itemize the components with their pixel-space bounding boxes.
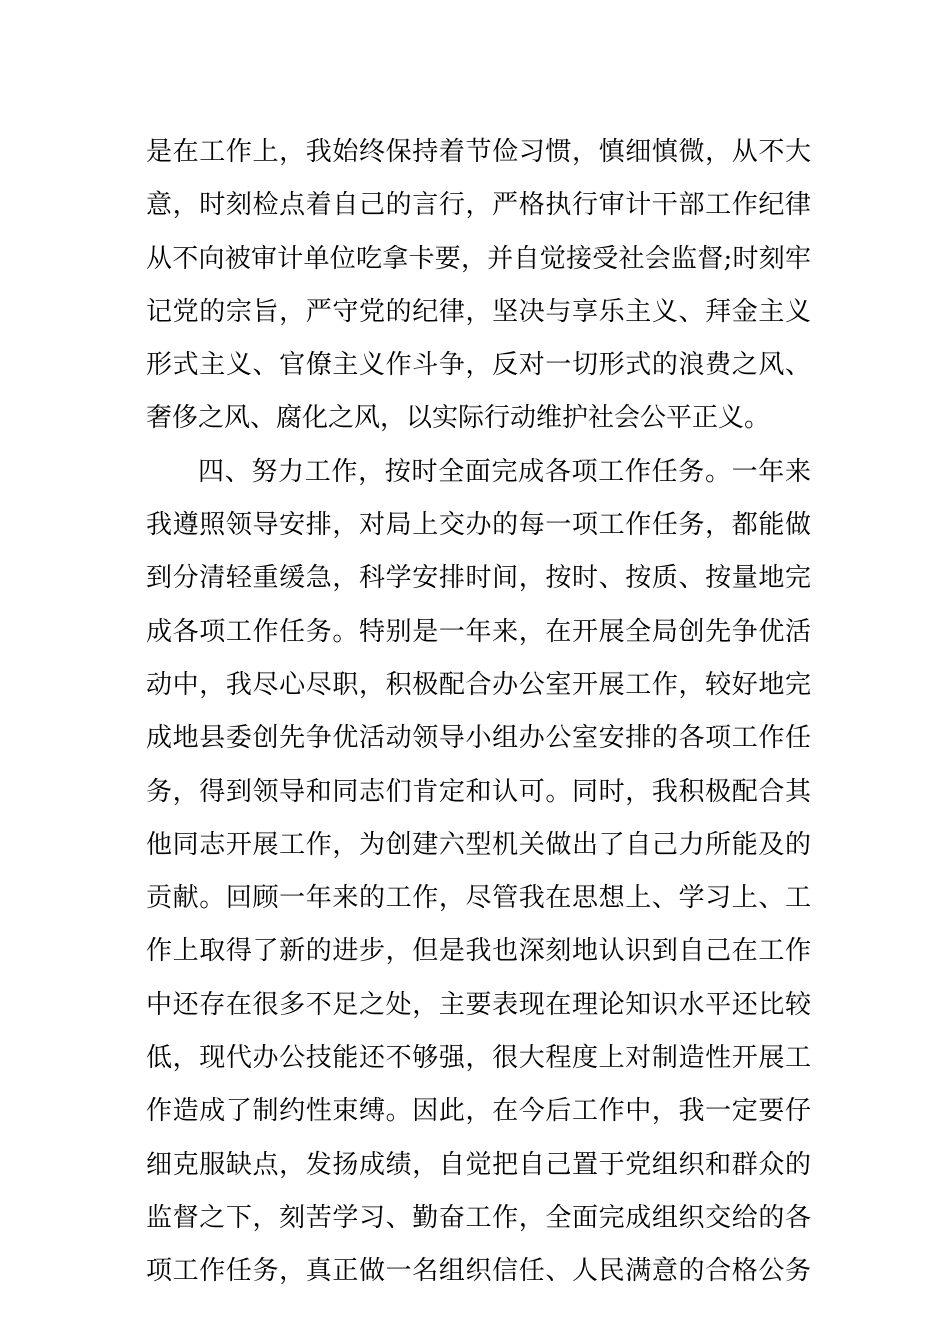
text-line: 形式主义、官僚主义作斗争，反对一切形式的浪费之风、 bbox=[146, 350, 811, 381]
text-line: 细克服缺点，发扬成绩，自觉把自己置于党组织和群众的 bbox=[146, 1149, 811, 1180]
text-line: 他同志开展工作，为创建六型机关做出了自己力所能及的 bbox=[146, 829, 811, 860]
text-line: 中还存在很多不足之处，主要表现在理论知识水平还比较 bbox=[146, 989, 811, 1020]
text-line: 从不向被审计单位吃拿卡要，并自觉接受社会监督;时刻牢 bbox=[146, 243, 811, 274]
paragraph-start-line: 四、努力工作，按时全面完成各项工作任务。一年来 bbox=[198, 456, 811, 487]
text-line: 低，现代办公技能还不够强，很大程度上对制造性开展工 bbox=[146, 1043, 811, 1074]
text-line: 监督之下，刻苦学习、勤奋工作，全面完成组织交给的各 bbox=[146, 1202, 811, 1233]
text-line: 意，时刻检点着自己的言行，严格执行审计干部工作纪律 bbox=[146, 190, 811, 221]
text-line: 成地县委创先争优活动领导小组办公室安排的各项工作任 bbox=[146, 723, 811, 754]
text-line: 我遵照领导安排，对局上交办的每一项工作任务，都能做 bbox=[146, 510, 811, 541]
text-line: 作上取得了新的进步，但是我也深刻地认识到自己在工作 bbox=[146, 936, 811, 967]
text-line: 作造成了制约性束缚。因此，在今后工作中，我一定要仔 bbox=[146, 1096, 811, 1127]
body-text bbox=[146, 126, 811, 1299]
text-line: 动中，我尽心尽职，积极配合办公室开展工作，较好地完 bbox=[146, 669, 811, 700]
text-line: 到分清轻重缓急，科学安排时间，按时、按质、按量地完 bbox=[146, 563, 811, 594]
text-line: 务，得到领导和同志们肯定和认可。同时，我积极配合其 bbox=[146, 776, 811, 807]
text-line: 奢侈之风、腐化之风，以实际行动维护社会公平正义。 bbox=[146, 403, 771, 434]
text-line: 是在工作上，我始终保持着节俭习惯，慎细慎微，从不大 bbox=[146, 137, 811, 167]
text-line: 记党的宗旨，严守党的纪律，坚决与享乐主义、拜金主义 bbox=[146, 296, 811, 327]
text-line: 项工作任务，真正做一名组织信任、人民满意的合格公务 bbox=[146, 1256, 811, 1287]
text-line: 成各项工作任务。特别是一年来，在开展全局创先争优活 bbox=[146, 616, 811, 647]
text-line: 贡献。回顾一年来的工作，尽管我在思想上、学习上、工 bbox=[146, 883, 811, 914]
